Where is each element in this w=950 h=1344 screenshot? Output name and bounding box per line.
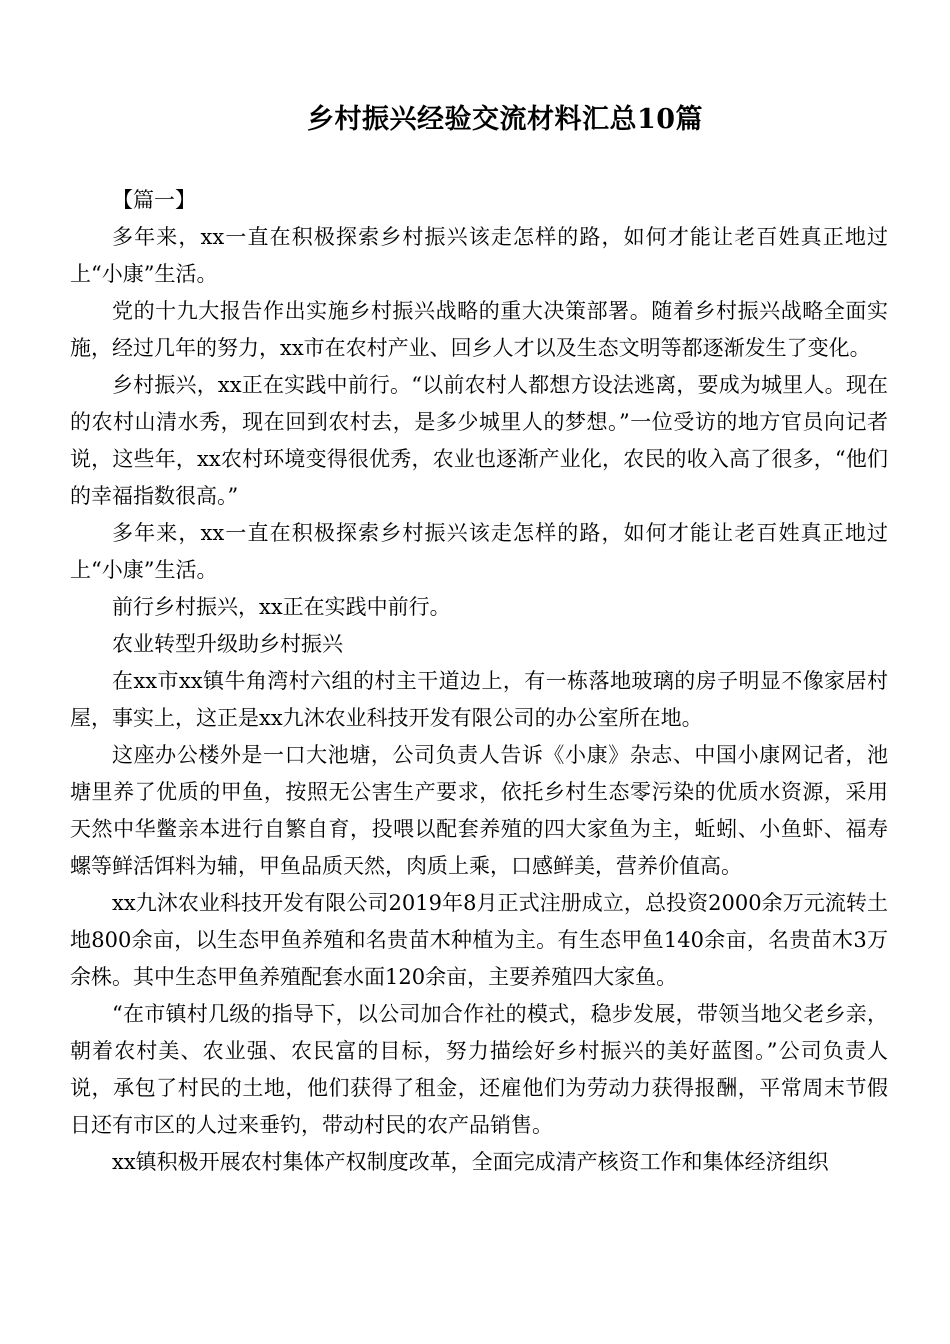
paragraph: xx镇积极开展农村集体产权制度改革，全面完成清产核资工作和集体经济组织	[112, 1150, 829, 1174]
document-title: 乡村振兴经验交流材料汇总10篇	[306, 104, 704, 135]
paragraph: 多年来，xx一直在积极探索乡村振兴该走怎样的路，如何才能让老百姓真正地过上“小康”生活。	[70, 521, 888, 582]
paragraph: “在市镇村几级的指导下，以公司加合作社的模式，稳步发展，带领当地父老乡亲，朝着农村美、农业强、农民富的目标，努力描绘好乡村振兴的美好蓝图。”公司负责人说，承包了村民的土地，他们获得了租金，还雇他们为劳动力获得报酬，平常周末节假日还有市区的人过来垂钓，带动村民的农产品销售。	[70, 1002, 888, 1137]
document-body	[70, 182, 888, 1181]
paragraph: 前行乡村振兴，xx正在实践中前行。	[112, 595, 451, 619]
section-label: 【篇一】	[112, 188, 196, 212]
paragraph: 这座办公楼外是一口大池塘，公司负责人告诉《小康》杂志、中国小康网记者，池塘里养了优质的甲鱼，按照无公害生产要求，依托乡村生态零污染的优质水资源，采用天然中华鳖亲本进行自繁自育，投喂以配套养殖的四大家鱼为主，蚯蚓、小鱼虾、福寿螺等鲜活饵料为辅，甲鱼品质天然，肉质上乘，口感鲜美，营养价值高。	[70, 743, 888, 878]
paragraph: xx九沐农业科技开发有限公司2019年8月正式注册成立，总投资2000余万元流转土地800余亩，以生态甲鱼养殖和名贵苗木种植为主。有生态甲鱼140余亩，名贵苗木3万余株。其中生态甲鱼养殖配套水面120余亩，主要养殖四大家鱼。	[70, 891, 888, 989]
subheading: 农业转型升级助乡村振兴	[112, 632, 343, 656]
paragraph: 党的十九大报告作出实施乡村振兴战略的重大决策部署。随着乡村振兴战略全面实施，经过几年的努力，xx市在农村产业、回乡人才以及生态文明等都逐渐发生了变化。	[70, 299, 888, 360]
paragraph: 多年来，xx一直在积极探索乡村振兴该走怎样的路，如何才能让老百姓真正地过上“小康”生活。	[70, 225, 888, 286]
paragraph: 在xx市xx镇牛角湾村六组的村主干道边上，有一栋落地玻璃的房子明显不像家居村屋，事实上，这正是xx九沐农业科技开发有限公司的办公室所在地。	[70, 669, 888, 730]
paragraph: 乡村振兴，xx正在实践中前行。“以前农村人都想方设法逃离，要成为城里人。现在的农村山清水秀，现在回到农村去，是多少城里人的梦想。”一位受访的地方官员向记者说，这些年，xx农村环境变得很优秀，农业也逐渐产业化，农民的收入高了很多，“他们的幸福指数很高。”	[70, 373, 888, 508]
